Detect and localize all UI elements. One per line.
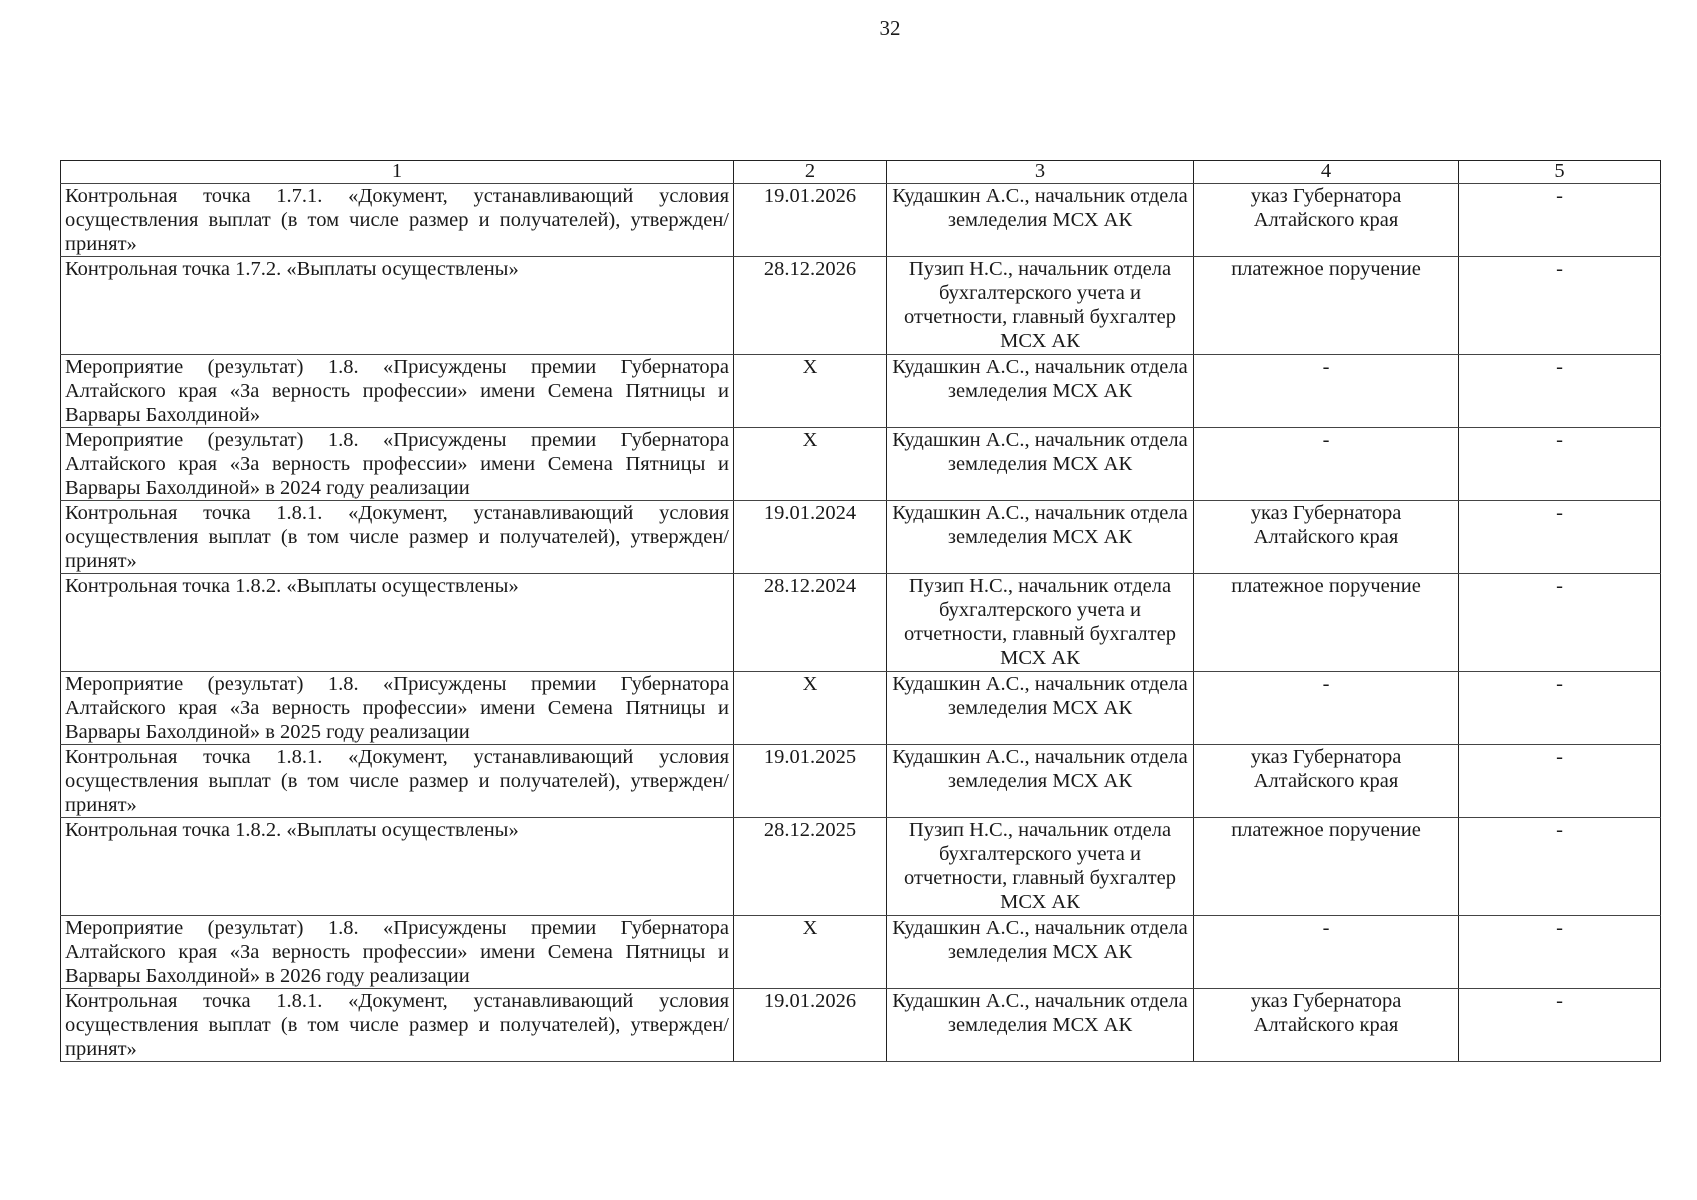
page-number: 32	[879, 16, 901, 40]
info-system-cell: -	[1459, 574, 1661, 672]
table-row	[61, 501, 1661, 574]
responsible-cell: Кудашкин А.С., начальник отдела земледелия МСХ АК	[887, 428, 1194, 501]
item-name-cell: Контрольная точка 1.8.1. «Документ, устанавливающий условия осуществления выплат (в том числе размер и получателей), утвержден/принят»	[61, 989, 734, 1062]
table-row	[61, 989, 1661, 1062]
table-row	[61, 818, 1661, 916]
deadline-cell: 28.12.2026	[734, 257, 887, 355]
responsible-cell: Кудашкин А.С., начальник отдела земледелия МСХ АК	[887, 672, 1194, 745]
responsible-cell: Пузип Н.С., начальник отдела бухгалтерского учета и отчетности, главный бухгалтер МСХ АК	[887, 574, 1194, 672]
document-type-cell: платежное поручение	[1194, 257, 1459, 355]
item-name-cell: Мероприятие (результат) 1.8. «Присуждены премии Губернатора Алтайского края «За верность профессии» имени Семена Пятницы и Варвары Бахолдиной»	[61, 355, 734, 428]
document-type-cell: -	[1194, 916, 1459, 989]
document-type-cell: указ Губернатора Алтайского края	[1194, 184, 1459, 257]
deadline-cell: Х	[734, 672, 887, 745]
deadline-cell: 19.01.2026	[734, 989, 887, 1062]
document-type-cell: платежное поручение	[1194, 818, 1459, 916]
table-row	[61, 745, 1661, 818]
deadline-cell: 19.01.2025	[734, 745, 887, 818]
responsible-cell: Кудашкин А.С., начальник отдела земледелия МСХ АК	[887, 989, 1194, 1062]
deadline-cell: Х	[734, 916, 887, 989]
item-name-cell: Контрольная точка 1.8.2. «Выплаты осуществлены»	[61, 818, 734, 916]
document-type-cell: указ Губернатора Алтайского края	[1194, 989, 1459, 1062]
item-name-cell: Мероприятие (результат) 1.8. «Присуждены премии Губернатора Алтайского края «За верность профессии» имени Семена Пятницы и Варвары Бахолдиной» в 2026 году реализации	[61, 916, 734, 989]
item-name-cell: Мероприятие (результат) 1.8. «Присуждены премии Губернатора Алтайского края «За верность профессии» имени Семена Пятницы и Варвары Бахолдиной» в 2025 году реализации	[61, 672, 734, 745]
info-system-cell: -	[1459, 355, 1661, 428]
info-system-cell: -	[1459, 745, 1661, 818]
table-row	[61, 355, 1661, 428]
item-name-cell: Контрольная точка 1.8.1. «Документ, устанавливающий условия осуществления выплат (в том числе размер и получателей), утвержден/принят»	[61, 745, 734, 818]
responsible-cell: Кудашкин А.С., начальник отдела земледелия МСХ АК	[887, 501, 1194, 574]
deadline-cell: 28.12.2024	[734, 574, 887, 672]
column-number-5: 5	[1459, 161, 1661, 184]
info-system-cell: -	[1459, 916, 1661, 989]
responsible-cell: Пузип Н.С., начальник отдела бухгалтерского учета и отчетности, главный бухгалтер МСХ АК	[887, 257, 1194, 355]
info-system-cell: -	[1459, 818, 1661, 916]
document-type-cell: платежное поручение	[1194, 574, 1459, 672]
deadline-cell: 28.12.2025	[734, 818, 887, 916]
responsible-cell: Кудашкин А.С., начальник отдела земледелия МСХ АК	[887, 745, 1194, 818]
table-row	[61, 184, 1661, 257]
document-type-cell: указ Губернатора Алтайского края	[1194, 745, 1459, 818]
column-number-row	[61, 161, 1661, 184]
info-system-cell: -	[1459, 428, 1661, 501]
item-name-cell: Мероприятие (результат) 1.8. «Присуждены премии Губернатора Алтайского края «За верность профессии» имени Семена Пятницы и Варвары Бахолдиной» в 2024 году реализации	[61, 428, 734, 501]
table-row	[61, 574, 1661, 672]
info-system-cell: -	[1459, 989, 1661, 1062]
info-system-cell: -	[1459, 501, 1661, 574]
table-row	[61, 428, 1661, 501]
document-type-cell: -	[1194, 428, 1459, 501]
responsible-cell: Кудашкин А.С., начальник отдела земледелия МСХ АК	[887, 916, 1194, 989]
responsible-cell: Пузип Н.С., начальник отдела бухгалтерского учета и отчетности, главный бухгалтер МСХ АК	[887, 818, 1194, 916]
document-type-cell: -	[1194, 355, 1459, 428]
table-row	[61, 257, 1661, 355]
results-table	[60, 160, 1661, 1062]
item-name-cell: Контрольная точка 1.7.1. «Документ, устанавливающий условия осуществления выплат (в том числе размер и получателей), утвержден/принят»	[61, 184, 734, 257]
column-number-1: 1	[61, 161, 734, 184]
deadline-cell: Х	[734, 428, 887, 501]
item-name-cell: Контрольная точка 1.8.2. «Выплаты осуществлены»	[61, 574, 734, 672]
info-system-cell: -	[1459, 184, 1661, 257]
deadline-cell: 19.01.2026	[734, 184, 887, 257]
info-system-cell: -	[1459, 672, 1661, 745]
document-type-cell: -	[1194, 672, 1459, 745]
deadline-cell: Х	[734, 355, 887, 428]
column-number-4: 4	[1194, 161, 1459, 184]
deadline-cell: 19.01.2024	[734, 501, 887, 574]
document-type-cell: указ Губернатора Алтайского края	[1194, 501, 1459, 574]
table-row	[61, 672, 1661, 745]
column-number-2: 2	[734, 161, 887, 184]
table-row	[61, 916, 1661, 989]
item-name-cell: Контрольная точка 1.8.1. «Документ, устанавливающий условия осуществления выплат (в том числе размер и получателей), утвержден/принят»	[61, 501, 734, 574]
item-name-cell: Контрольная точка 1.7.2. «Выплаты осуществлены»	[61, 257, 734, 355]
responsible-cell: Кудашкин А.С., начальник отдела земледелия МСХ АК	[887, 355, 1194, 428]
info-system-cell: -	[1459, 257, 1661, 355]
column-number-3: 3	[887, 161, 1194, 184]
responsible-cell: Кудашкин А.С., начальник отдела земледелия МСХ АК	[887, 184, 1194, 257]
